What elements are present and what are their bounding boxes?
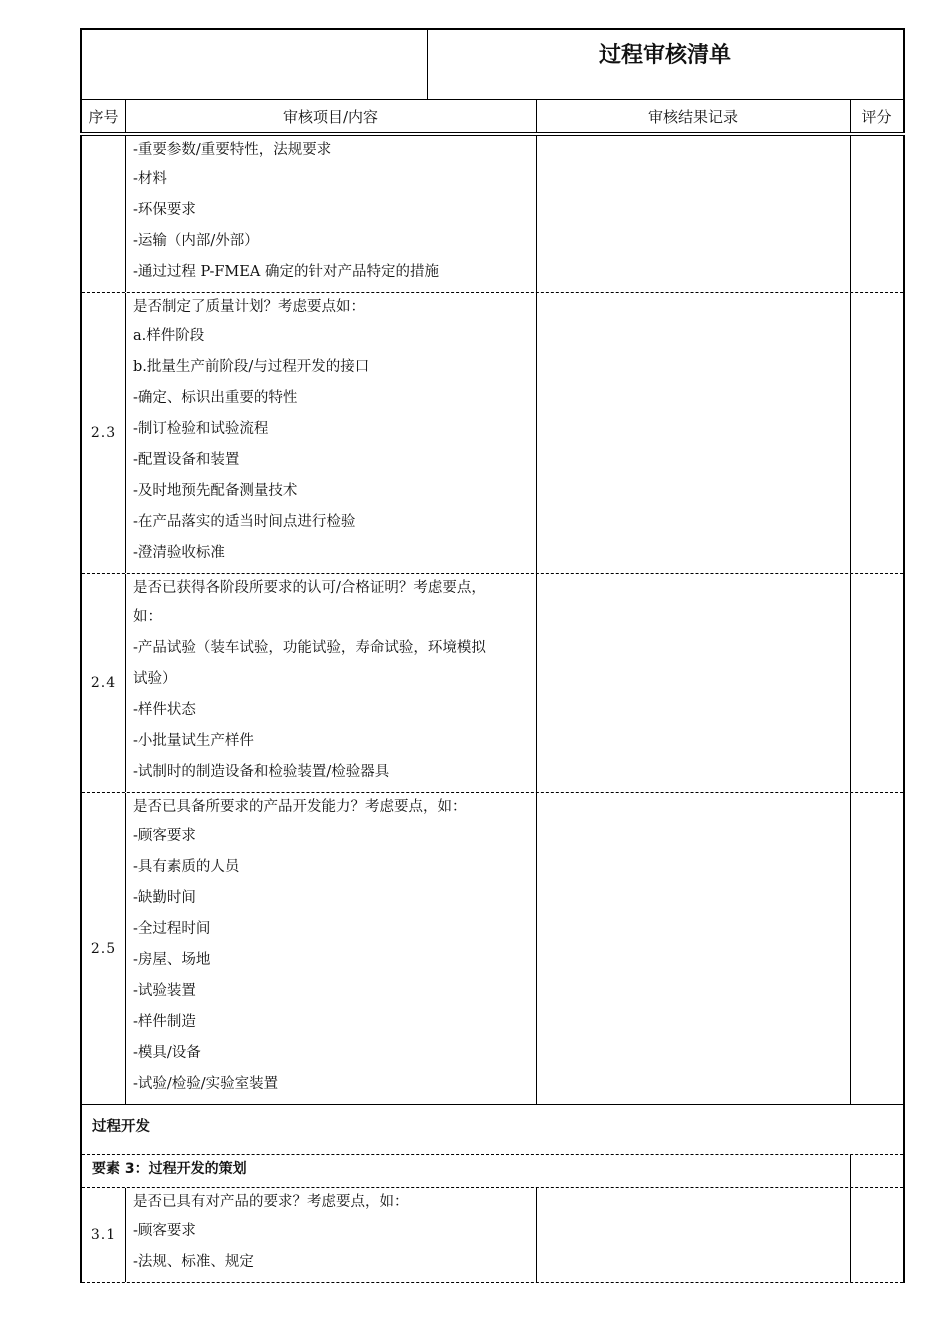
score-column-divider bbox=[850, 1155, 851, 1187]
row-number: 2.4 bbox=[82, 574, 126, 792]
content-line: -样件状态 bbox=[133, 702, 196, 718]
content-line: -试制时的制造设备和检验装置/检验器具 bbox=[133, 764, 390, 780]
content-line: -重要参数/重要特性，法规要求 bbox=[133, 142, 332, 158]
score-cell[interactable] bbox=[850, 793, 903, 1104]
content-line: -材料 bbox=[133, 171, 167, 187]
content-line: -顾客要求 bbox=[133, 828, 196, 844]
content-line: 是否制定了质量计划？考虑要点如： bbox=[133, 299, 365, 315]
row-content-cell bbox=[125, 293, 537, 573]
content-line: -在产品落实的适当时间点进行检验 bbox=[133, 514, 356, 530]
result-record-cell[interactable] bbox=[536, 1188, 851, 1282]
content-line: 是否已具备所要求的产品开发能力？考虑要点，如： bbox=[133, 799, 467, 815]
section-heading: 过程开发 bbox=[82, 1105, 903, 1155]
column-score-header: 评分 bbox=[861, 107, 892, 126]
checklist-row bbox=[82, 793, 903, 1105]
content-line: 试验） bbox=[133, 671, 177, 687]
content-line: -环保要求 bbox=[133, 202, 196, 218]
content-line: -澄清验收标准 bbox=[133, 545, 225, 561]
element-heading-row bbox=[82, 1155, 903, 1188]
content-line: -缺勤时间 bbox=[133, 890, 196, 906]
column-content-header: 审核项目/内容 bbox=[125, 100, 537, 132]
content-line: -制订检验和试验流程 bbox=[133, 421, 269, 437]
column-header-row bbox=[80, 100, 905, 133]
row-number: 2.5 bbox=[82, 793, 126, 1104]
content-line: -产品试验（装车试验，功能试验，寿命试验，环境模拟 bbox=[133, 640, 486, 656]
score-cell[interactable] bbox=[850, 136, 903, 292]
content-line: -法规、标准、规定 bbox=[133, 1254, 254, 1270]
score-cell[interactable] bbox=[850, 574, 903, 792]
row-content-cell bbox=[125, 574, 537, 792]
row-content-cell bbox=[125, 136, 537, 292]
result-record-cell[interactable] bbox=[536, 574, 851, 792]
score-cell[interactable] bbox=[850, 293, 903, 573]
content-line: 是否已获得各阶段所要求的认可/合格证明？考虑要点， bbox=[133, 580, 486, 596]
content-line: -具有素质的人员 bbox=[133, 859, 240, 875]
content-line: -顾客要求 bbox=[133, 1223, 196, 1239]
column-result-header: 审核结果记录 bbox=[536, 100, 851, 132]
row-number: 3.1 bbox=[82, 1188, 126, 1282]
content-line: -运输（内部/外部） bbox=[133, 233, 259, 249]
checklist-table-body bbox=[80, 135, 905, 1283]
content-line: -试验装置 bbox=[133, 983, 196, 999]
audit-checklist-sheet bbox=[80, 28, 905, 1283]
content-line: -及时地预先配备测量技术 bbox=[133, 483, 298, 499]
row-content-cell bbox=[125, 793, 537, 1104]
content-line: b.批量生产前阶段/与过程开发的接口 bbox=[133, 359, 370, 375]
element-heading: 要素 3：过程开发的策划 bbox=[92, 1161, 247, 1177]
content-line: -样件制造 bbox=[133, 1014, 196, 1030]
content-line: -全过程时间 bbox=[133, 921, 211, 937]
content-line: a.样件阶段 bbox=[133, 328, 205, 344]
result-record-cell[interactable] bbox=[536, 136, 851, 292]
checklist-row bbox=[82, 293, 903, 574]
content-line: -房屋、场地 bbox=[133, 952, 211, 968]
page-title: 过程审核清单 bbox=[598, 43, 731, 68]
row-number bbox=[82, 136, 126, 292]
column-no-header: 序号 bbox=[82, 100, 126, 132]
content-line: 是否已具有对产品的要求？考虑要点，如： bbox=[133, 1194, 409, 1210]
checklist-row bbox=[82, 136, 903, 293]
checklist-row bbox=[82, 574, 903, 793]
content-line: -模具/设备 bbox=[133, 1045, 201, 1061]
checklist-row bbox=[82, 1188, 903, 1283]
sheet-header bbox=[80, 28, 905, 100]
score-cell[interactable] bbox=[850, 1188, 903, 1282]
content-line: -小批量试生产样件 bbox=[133, 733, 254, 749]
content-line: -试验/检验/实验室装置 bbox=[133, 1076, 279, 1092]
result-record-cell[interactable] bbox=[536, 293, 851, 573]
row-content-cell bbox=[125, 1188, 537, 1282]
result-record-cell[interactable] bbox=[536, 793, 851, 1104]
content-line: -确定、标识出重要的特性 bbox=[133, 390, 298, 406]
row-number: 2.3 bbox=[82, 293, 126, 573]
content-line: -通过过程 P-FMEA 确定的针对产品特定的措施 bbox=[133, 264, 439, 280]
header-blank-cell bbox=[82, 30, 428, 99]
content-line: -配置设备和装置 bbox=[133, 452, 240, 468]
content-line: 如： bbox=[133, 609, 162, 625]
